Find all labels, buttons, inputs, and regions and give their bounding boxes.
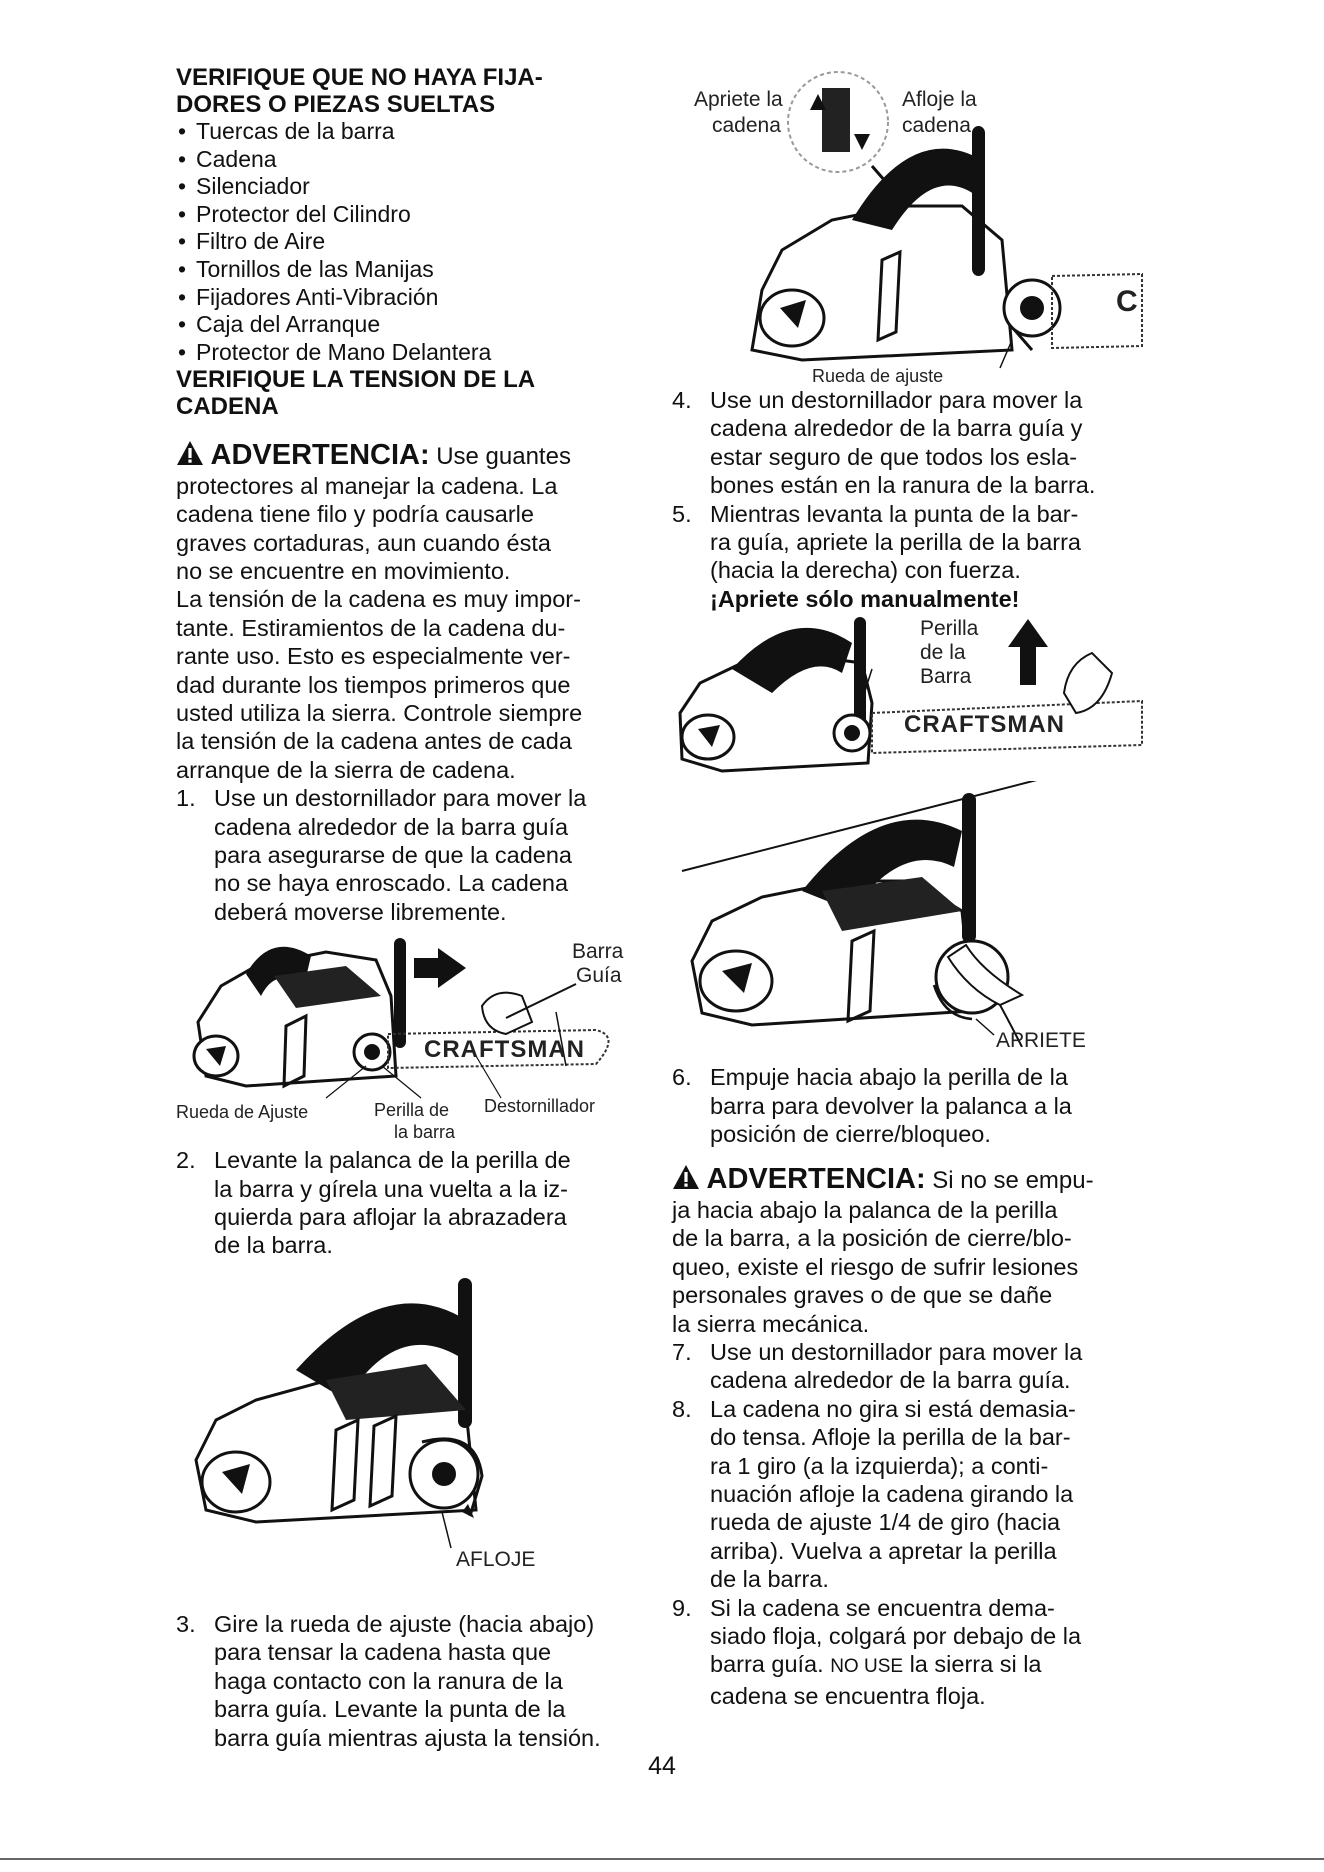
label-tighten-2: cadena xyxy=(712,114,781,137)
step-9: 9. Si la cadena se encuentra dema- siado floja, colgará por debajo de la barra guía. NO USE la sierra si la cadena se encuentra floja. xyxy=(672,1594,1082,1709)
label-adjust-wheel: Rueda de Ajuste xyxy=(176,1102,309,1123)
label-bar-knob-2: la barra xyxy=(394,1122,456,1143)
parts-list xyxy=(176,118,646,366)
label-guide-bar-1: Barra xyxy=(572,940,624,964)
hand-tighten-note: ¡Apriete sólo manualmente! xyxy=(710,585,1020,612)
warning-block: ADVERTENCIA: Use guantes protectores al manejar la cadena. La cadena tiene filo y podría causarle graves cortaduras, aun cuando ésta no se encuentre en movimiento. xyxy=(176,439,571,584)
brand-logo: CRAFTSMAN xyxy=(904,711,1065,739)
step-5: 5. Mientras levanta la punta de la bar- ra guía, apriete la perilla de la barra (hacia la derecha) con fuerza. ¡Apriete sólo manualmente! xyxy=(672,500,1081,612)
label-knob-2: de la xyxy=(920,641,966,665)
warning-title: ADVERTENCIA: xyxy=(706,1163,926,1196)
label-loosen: AFLOJE xyxy=(456,1547,536,1571)
list-item: • Filtro de Aire xyxy=(176,228,646,256)
figure-bar-knob xyxy=(672,613,1152,781)
figure-tighten-loosen xyxy=(672,70,1152,386)
figure-loosen xyxy=(176,1260,646,1572)
warning-block-2: ADVERTENCIA: Si no se empu- ja hacia abajo la palanca de la perilla de la barra, a la posición de cierre/blo- queo, existe el riesgo de sufrir lesiones personales graves o de que se dañe la sierra mecánica. xyxy=(672,1163,1094,1337)
warning-icon xyxy=(672,1164,700,1190)
list-item: • Protector de Mano Delantera xyxy=(176,339,646,367)
brand-logo-fragment: C xyxy=(1116,285,1138,318)
step-8: 8. La cadena no gira si está demasia- do tensa. Afloje la perilla de la bar- ra 1 giro (a la izquierda); a conti- nuación afloje la cadena girando la rueda de ajuste 1/4 de giro (hacia arriba). Vuelva a apretar la perilla de la barra. xyxy=(672,1395,1076,1593)
right-column xyxy=(672,70,1152,1710)
chainsaw-knob-illustration xyxy=(672,613,1152,781)
step-3: 3. Gire la rueda de ajuste (hacia abajo) para tensar la cadena hasta que haga contacto con la ranura de la barra guía. Levante la punta de la barra guía mientras ajusta la tensión. xyxy=(176,1610,601,1751)
step-7: 7. Use un destornillador para mover la cadena alrededor de la barra guía. xyxy=(672,1338,1083,1394)
list-item: • Silenciador xyxy=(176,173,646,201)
heading-loose-fasteners: VERIFIQUE QUE NO HAYA FIJA- DORES O PIEZAS SUELTAS xyxy=(176,64,543,118)
left-column xyxy=(176,64,646,1752)
step-6: 6. Empuje hacia abajo la perilla de la barra para devolver la palanca a la posición de cierre/bloqueo. xyxy=(672,1064,1072,1148)
warning-icon xyxy=(176,440,204,466)
heading-chain-tension: VERIFIQUE LA TENSION DE LA CADENA xyxy=(176,366,536,421)
chainsaw-tighten-illustration xyxy=(672,781,1152,1047)
label-guide-bar-2: Guía xyxy=(576,964,622,988)
step-2: 2. Levante la palanca de la perilla de la barra y gírela una vuelta a la iz- quierda para aflojar la abrazadera de la barra. xyxy=(176,1147,571,1259)
label-adjust-wheel: Rueda de ajuste xyxy=(812,366,944,386)
list-item: • Fijadores Anti-Vibración xyxy=(176,284,646,312)
list-item: • Caja del Arranque xyxy=(176,311,646,339)
list-item: • Tuercas de la barra xyxy=(176,118,646,146)
label-tighten-1: Apriete la xyxy=(694,88,783,111)
label-screwdriver: Destornillador xyxy=(484,1096,596,1117)
brand-logo: CRAFTSMAN xyxy=(424,1036,585,1064)
label-tighten: APRIETE xyxy=(996,1029,1086,1053)
chainsaw-loosen-illustration xyxy=(176,1260,646,1572)
label-bar-knob-1: Perilla de xyxy=(374,1100,450,1121)
list-item: • Tornillos de las Manijas xyxy=(176,256,646,284)
label-loosen-2: cadena xyxy=(902,114,971,137)
bottom-rule xyxy=(0,1858,1324,1860)
step-4: 4. Use un destornillador para mover la cadena alrededor de la barra guía y estar seguro de que todos los esla- bones están en la ranura de la barra. xyxy=(672,387,1096,499)
label-knob-1: Perilla xyxy=(920,617,979,641)
label-loosen-1: Afloje la xyxy=(902,88,977,111)
figure-guide-bar xyxy=(176,926,646,1146)
tension-paragraph: La tensión de la cadena es muy impor- tante. Estiramientos de la cadena du- rante uso. Esto es especialmente ver- dad durante los tiempos primeros que usted utiliza la sierra. Controle siempre la tensión de la cadena antes de cada arranque de la sierra de cadena. xyxy=(176,586,583,783)
figure-tighten xyxy=(672,781,1152,1053)
warning-title: ADVERTENCIA: xyxy=(210,439,430,472)
list-item: • Protector del Cilindro xyxy=(176,201,646,229)
page-number: 44 xyxy=(648,1752,676,1780)
label-knob-3: Barra xyxy=(920,665,972,689)
step-1: 1. Use un destornillador para mover la cadena alrededor de la barra guía para asegurarse de que la cadena no se haya enroscado. La cadena deberá moverse libremente. xyxy=(176,785,587,925)
list-item: • Cadena xyxy=(176,146,646,174)
do-not-use-note: NO USE xyxy=(830,1656,904,1678)
